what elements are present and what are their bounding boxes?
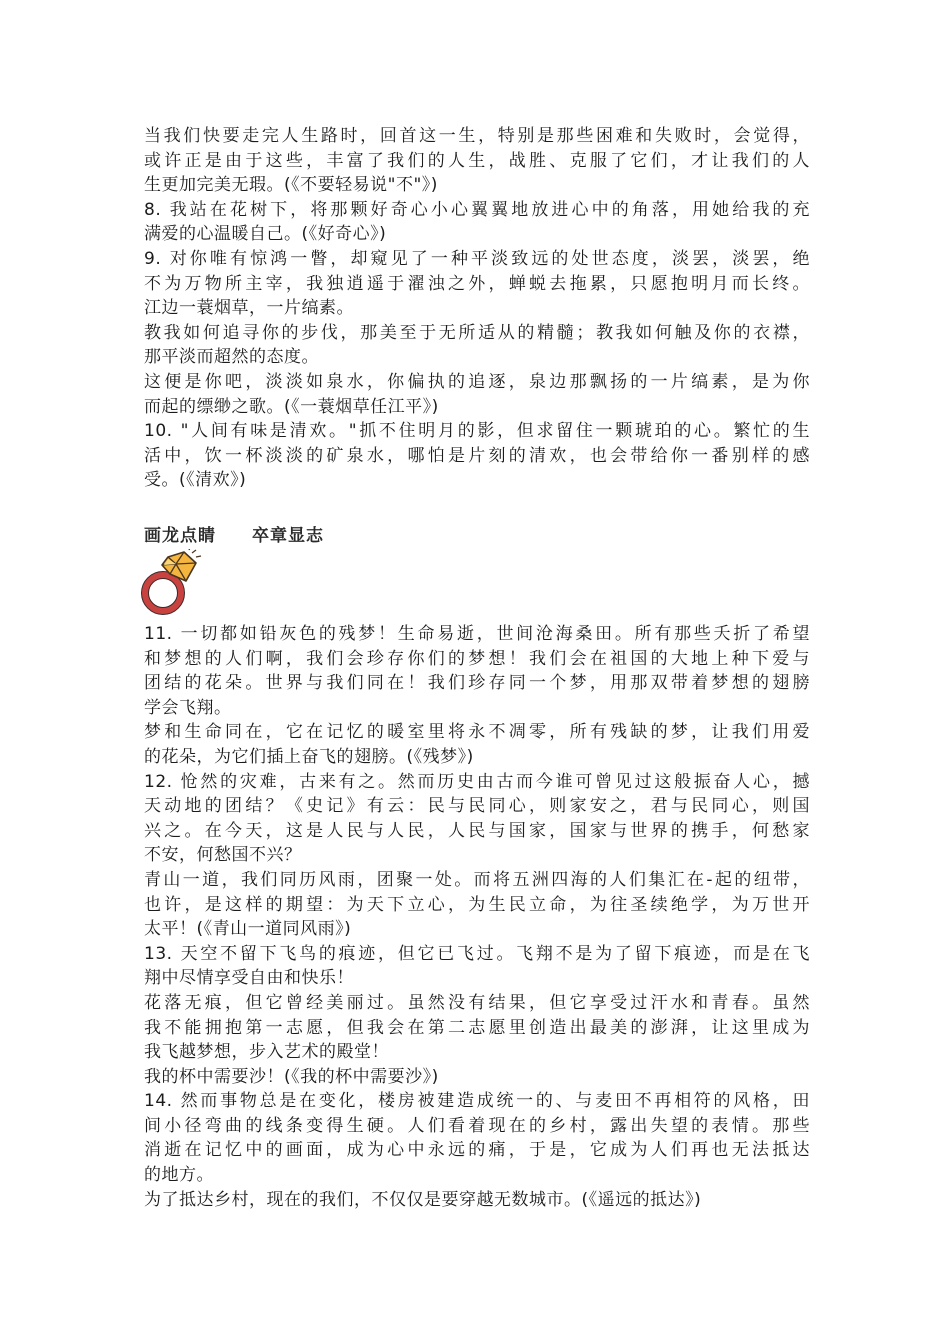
- paragraph-line: 我的杯中需要沙！(《我的杯中需要沙》): [144, 1066, 439, 1087]
- paragraph-line: 江边一蓑烟草，一片缟素。: [144, 298, 354, 319]
- paragraph-line: 的地方。: [144, 1165, 214, 1186]
- paragraph-line: 我飞越梦想，步入艺术的殿堂！: [144, 1042, 389, 1063]
- paragraph-line: 受。(《清欢》): [144, 470, 247, 491]
- paragraph-line: 那平淡而超然的态度。: [144, 347, 319, 368]
- paragraph-line: 活中，饮一杯淡淡的矿泉水，哪怕是片刻的清欢，也会带给你一番别样的感: [144, 445, 810, 466]
- paragraph-line: 当我们快要走完人生路时，回首这一生，特别是那些困难和失败时，会觉得，: [144, 126, 810, 146]
- paragraph-line: 11. 一切都如铅灰色的残梦！生命易逝，世间沧海桑田。所有那些夭折了希望: [144, 624, 810, 644]
- paragraph-line: 学会飞翔。: [144, 697, 232, 718]
- paragraph-line: 这便是你吧，淡淡如泉水，你偏执的追逐，泉边那飘扬的一片缟素，是为你: [144, 371, 810, 392]
- paragraph-line: 不安，何愁国不兴？: [144, 845, 302, 866]
- paragraph-line: 教我如何追寻你的步伐，那美至于无所适从的精髓；教我如何触及你的衣襟，: [144, 322, 810, 343]
- paragraph-line: 团结的花朵。世界与我们同在！我们珍存同一个梦，用那双带着梦想的翅膀: [144, 673, 810, 694]
- paragraph-line: 14. 然而事物总是在变化，楼房被建造成统一的、与麦田不再相符的风格，田: [144, 1091, 810, 1112]
- paragraph-line: 梦和生命同在，它在记忆的暖室里将永不凋零，所有残缺的梦，让我们用爱: [144, 722, 810, 743]
- paragraph-line: 不为万物所主宰，我独逍遥于濯浊之外，蝉蜕去拖累，只愿抱明月而长终。: [144, 273, 810, 294]
- paragraph-line: 9. 对你唯有惊鸿一瞥，却窥见了一种平淡致远的处世态度，淡罢，淡罢，绝: [144, 248, 810, 269]
- paragraph-line: 生更加完美无瑕。(《不要轻易说"不"》): [144, 175, 438, 196]
- paragraph-line: 翔中尽情享受自由和快乐！: [144, 968, 354, 989]
- paragraph-line: 也许，是这样的期望：为天下立心，为生民立命，为往圣续绝学，为万世开: [144, 894, 810, 915]
- paragraph-line: 间小径弯曲的线条变得生硬。人们看着现在的乡村，露出失望的表情。那些: [144, 1115, 810, 1136]
- paragraph-line: 兴之。在今天，这是人民与人民，人民与国家，国家与世界的携手，何愁家: [144, 820, 810, 841]
- paragraph-line: 的花朵，为它们插上奋飞的翅膀。(《残梦》): [144, 746, 474, 767]
- paragraph-line: 太平！(《青山一道同风雨》): [144, 919, 352, 940]
- paragraph-line: 花落无痕，但它曾经美丽过。虽然没有结果，但它享受过汗水和青春。虽然: [144, 992, 810, 1013]
- paragraph-line: 13. 天空不留下飞鸟的痕迹，但它已飞过。飞翔不是为了留下痕迹，而是在飞: [144, 943, 810, 964]
- paragraph-line: 8. 我站在花树下，将那颗好奇心小心翼翼地放进心中的角落，用她给我的充: [144, 199, 810, 220]
- text-block-2: [144, 622, 810, 1212]
- paragraph-line: 天动地的团结？《史记》有云：民与民同心，则家安之，君与民同心，则国: [144, 796, 810, 817]
- paragraph-line: 12. 怆然的灾难，古来有之。然而历史由古而今谁可曾见过这般振奋人心，撼: [144, 771, 810, 792]
- paragraph-line: 而起的缥缈之歌。(《一蓑烟草任江平》): [144, 396, 439, 417]
- section-heading: 画龙点睛 卒章显志: [144, 526, 324, 546]
- paragraph-line: 为了抵达乡村，现在的我们，不仅仅是要穿越无数城市。(《遥远的抵达》): [144, 1189, 702, 1210]
- paragraph-line: 青山一道，我们同历风雨，团聚一处。而将五洲四海的人们集汇在-起的纽带，: [144, 869, 810, 890]
- paragraph-line: 我不能拥抱第一志愿，但我会在第二志愿里创造出最美的澎湃，让这里成为: [144, 1017, 810, 1038]
- paragraph-line: 10. "人间有味是清欢。"抓不住明月的影，但求留住一颗琥珀的心。繁忙的生: [144, 421, 810, 442]
- paragraph-line: 和梦想的人们啊，我们会珍存你们的梦想！我们会在祖国的大地上种下爱与: [144, 648, 810, 669]
- paragraph-line: 满爱的心温暖自己。(《好奇心》): [144, 224, 387, 245]
- text-block-1: [144, 124, 810, 493]
- paragraph-line: 或许正是由于这些，丰富了我们的人生，战胜、克服了它们，才让我们的人: [144, 150, 810, 171]
- diamond-ring-icon: [140, 549, 202, 617]
- paragraph-line: 消逝在记忆中的画面，成为心中永远的痛，于是，它成为人们再也无法抵达: [144, 1140, 810, 1161]
